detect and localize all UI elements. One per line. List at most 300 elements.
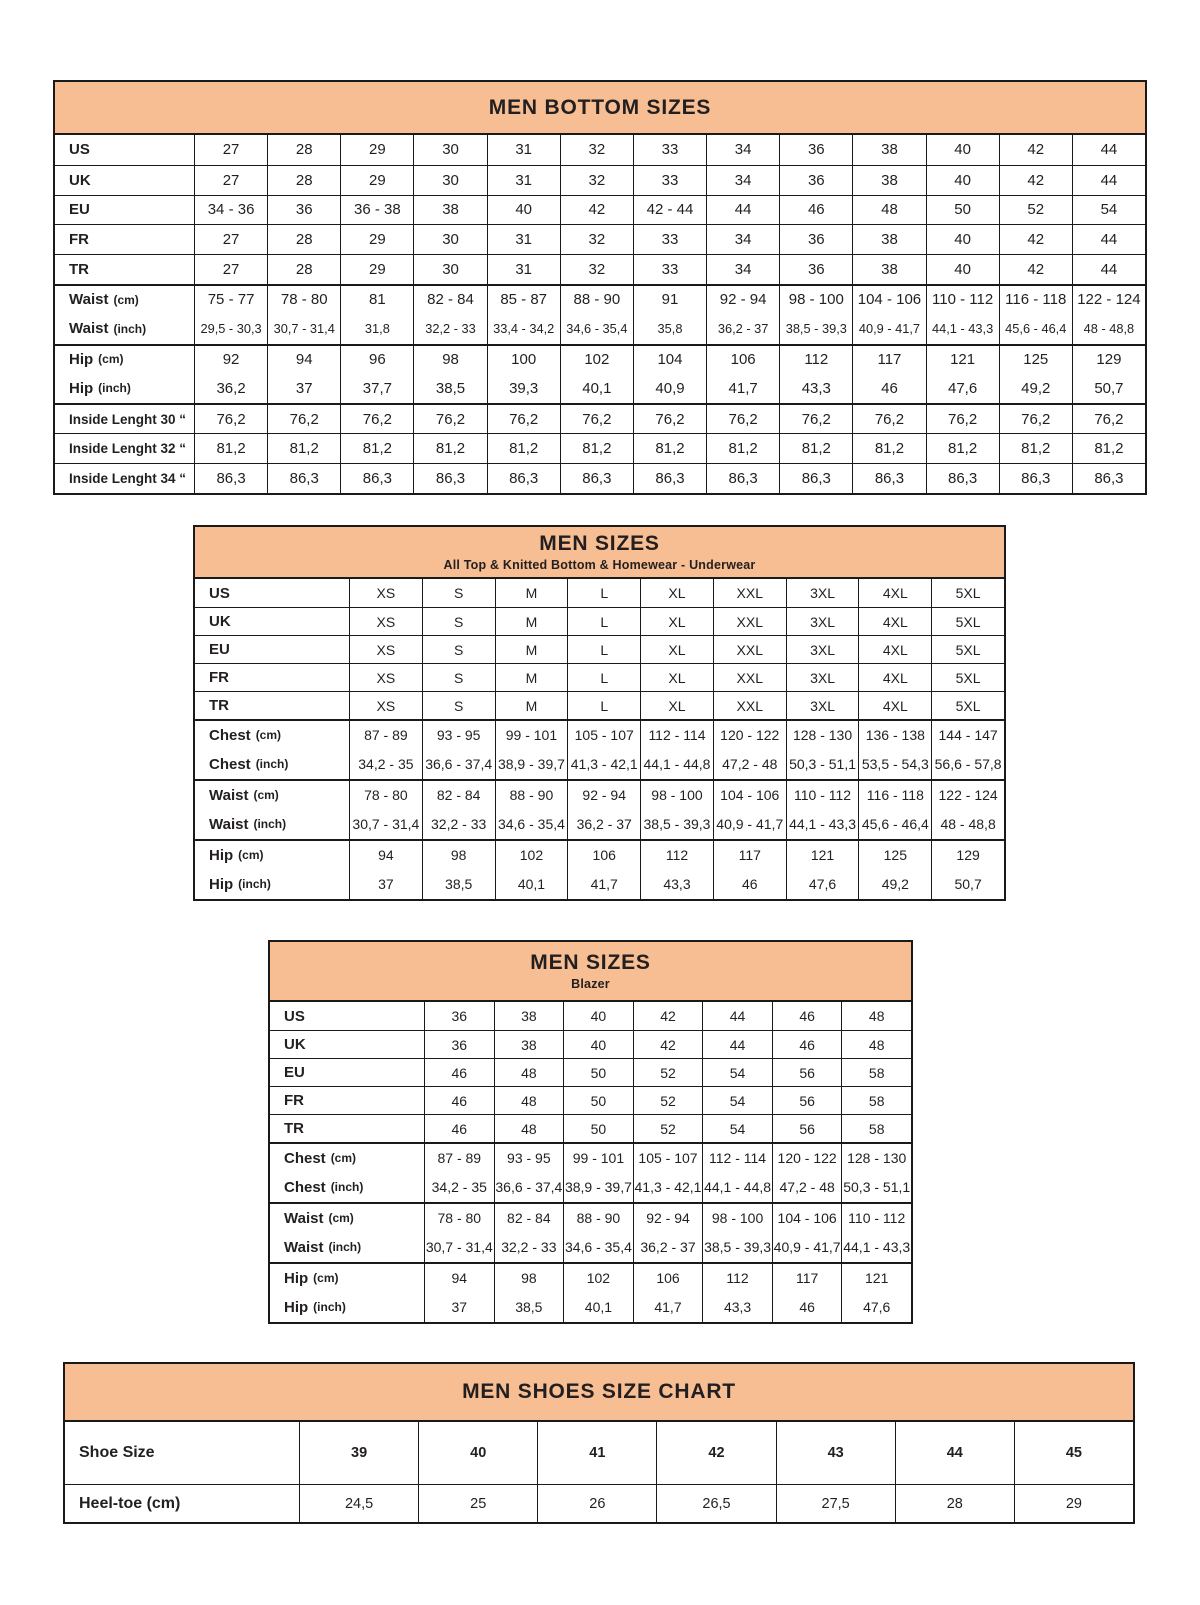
table-cell: 37,7 <box>340 373 413 403</box>
table-cell: 42 <box>999 255 1072 284</box>
table-cell: 76,2 <box>194 405 267 433</box>
table-cell: 36 <box>779 255 852 284</box>
table-cell: 46 <box>424 1115 494 1142</box>
table-cell: 38 <box>852 225 925 254</box>
table-cell: XL <box>640 664 713 691</box>
table-cell: 38 <box>494 1002 564 1030</box>
table-cell: 38,5 - 39,3 <box>702 1232 772 1262</box>
table-cell: 54 <box>702 1059 772 1086</box>
table-cell: 86,3 <box>1072 464 1145 493</box>
table-cell: 122 - 124 <box>931 781 1004 809</box>
table-cell: 36,6 - 37,4 <box>422 749 495 779</box>
table-cell: 34,2 - 35 <box>349 749 422 779</box>
table-row <box>55 135 1145 165</box>
row-label: Heel-toe (cm) <box>79 1494 181 1512</box>
table-cell: 100 <box>487 346 560 374</box>
table-cell: 32,2 - 33 <box>494 1232 564 1262</box>
table-cell: 36 - 38 <box>340 196 413 225</box>
table-row <box>55 195 1145 225</box>
table-cell: 34,6 - 35,4 <box>495 809 568 839</box>
table-cell: 28 <box>267 225 340 254</box>
row-label: Hip (inch) <box>69 379 131 397</box>
table-row <box>270 1002 911 1030</box>
row-label-unit: (inch) <box>255 757 289 771</box>
table-cell: 42 <box>656 1422 775 1484</box>
table-cell: 136 - 138 <box>858 721 931 749</box>
table-cell: 104 - 106 <box>713 781 786 809</box>
table-cell: M <box>495 608 568 635</box>
table-cell: 98 - 100 <box>702 1204 772 1232</box>
table-row <box>270 1142 911 1172</box>
table-cell: 41,7 <box>706 373 779 403</box>
table-cell: L <box>567 579 640 607</box>
table-row <box>270 1086 911 1114</box>
table-cell: 38 <box>494 1031 564 1058</box>
table-cell: 81,2 <box>926 434 999 463</box>
table-cell: 42 <box>560 196 633 225</box>
table-cell: 29 <box>340 225 413 254</box>
row-label-unit: (cm) <box>98 352 124 367</box>
table-cell: 37 <box>267 373 340 403</box>
table-header <box>55 82 1145 135</box>
table-cell: 33 <box>633 135 706 165</box>
table-row <box>195 839 1004 869</box>
row-label: Waist (cm) <box>69 291 139 309</box>
table-cell: 37 <box>349 869 422 899</box>
table-cell: 50 <box>563 1059 633 1086</box>
table-cell: 29 <box>340 255 413 284</box>
table-row <box>195 869 1004 899</box>
table-row <box>55 254 1145 284</box>
table-cell: 99 - 101 <box>495 721 568 749</box>
table-cell: 33 <box>633 225 706 254</box>
table-cell: 88 - 90 <box>563 1204 633 1232</box>
table-cell: 92 - 94 <box>633 1204 703 1232</box>
table-cell: 102 <box>560 346 633 374</box>
table-cell: 38,5 - 39,3 <box>779 314 852 344</box>
table-cell: 29 <box>340 135 413 165</box>
table-cell: 44 <box>1072 255 1145 284</box>
table-cell: 38,5 <box>494 1292 564 1322</box>
table-cell: 36 <box>424 1002 494 1030</box>
table-cell: 27 <box>194 225 267 254</box>
table-cell: 38,5 - 39,3 <box>640 809 713 839</box>
row-label: US <box>209 584 230 602</box>
table-cell: 76,2 <box>487 405 560 433</box>
table-cell: 98 - 100 <box>640 781 713 809</box>
table-cell: 4XL <box>858 692 931 719</box>
table-subtitle: All Top & Knitted Bottom & Homewear - Underwear <box>443 558 756 572</box>
table-cell: S <box>422 636 495 663</box>
table-cell: 112 <box>702 1264 772 1292</box>
table-cell: 128 - 130 <box>841 1144 911 1172</box>
table-cell: 76,2 <box>633 405 706 433</box>
table-cell: 40,1 <box>563 1292 633 1322</box>
table-cell: 32,2 - 33 <box>413 314 486 344</box>
row-label: FR <box>209 669 229 686</box>
table-cell: 48 <box>852 196 925 225</box>
table-cell: 4XL <box>858 636 931 663</box>
table-cell: 27 <box>194 255 267 284</box>
table-cell: L <box>567 608 640 635</box>
table-cell: 116 - 118 <box>999 286 1072 314</box>
row-label: Waist (inch) <box>69 320 147 338</box>
table-cell: 27 <box>194 135 267 165</box>
table-cell: 36 <box>779 166 852 195</box>
table-cell: 28 <box>895 1485 1014 1522</box>
table-cell: 44 <box>702 1031 772 1058</box>
table-cell: 44 <box>702 1002 772 1030</box>
table-cell: 44 <box>895 1422 1014 1484</box>
table-cell: 34 <box>706 255 779 284</box>
table-cell: 76,2 <box>1072 405 1145 433</box>
table-cell: 86,3 <box>340 464 413 493</box>
table-cell: 81,2 <box>413 434 486 463</box>
table-cell: 112 - 114 <box>640 721 713 749</box>
table-cell: 86,3 <box>487 464 560 493</box>
row-label-unit: (cm) <box>113 292 139 307</box>
table-cell: 81,2 <box>706 434 779 463</box>
table-cell: 86,3 <box>706 464 779 493</box>
table-cell: L <box>567 636 640 663</box>
table-cell: 81,2 <box>267 434 340 463</box>
table-cell: 36,6 - 37,4 <box>494 1172 564 1202</box>
table-cell: 40,1 <box>495 869 568 899</box>
table-cell: 42 <box>633 1002 703 1030</box>
table-cell: 82 - 84 <box>413 286 486 314</box>
table-cell: 42 <box>633 1031 703 1058</box>
table-cell: 92 - 94 <box>706 286 779 314</box>
table-cell: 81 <box>340 286 413 314</box>
table-row <box>55 284 1145 314</box>
table-row <box>55 314 1145 344</box>
table-cell: 93 - 95 <box>422 721 495 749</box>
table-cell: 76,2 <box>267 405 340 433</box>
table-cell: XXL <box>713 664 786 691</box>
table-cell: 53,5 - 54,3 <box>858 749 931 779</box>
table-cell: 86,3 <box>999 464 1072 493</box>
table-cell: 42 <box>999 225 1072 254</box>
table-cell: 31,8 <box>340 314 413 344</box>
table-cell: 91 <box>633 286 706 314</box>
table-cell: 117 <box>713 841 786 869</box>
table-row <box>65 1422 1133 1484</box>
table-cell: 44,1 - 43,3 <box>786 809 859 839</box>
table-row <box>55 403 1145 433</box>
table-row <box>195 663 1004 691</box>
table-cell: 32 <box>560 166 633 195</box>
table-cell: 29 <box>1014 1485 1133 1522</box>
table-cell: 27,5 <box>776 1485 895 1522</box>
table-cell: 81,2 <box>779 434 852 463</box>
table-cell: 87 - 89 <box>424 1144 494 1172</box>
table-cell: 26 <box>537 1485 656 1522</box>
table-row <box>270 1058 911 1086</box>
table-cell: 29,5 - 30,3 <box>194 314 267 344</box>
table-cell: 38 <box>852 255 925 284</box>
table-cell: XS <box>349 579 422 607</box>
row-label: UK <box>284 1036 306 1053</box>
table-cell: 110 - 112 <box>786 781 859 809</box>
table-cell: 110 - 112 <box>926 286 999 314</box>
table-cell: 102 <box>563 1264 633 1292</box>
table-cell: 42 <box>999 166 1072 195</box>
table-cell: 36,2 - 37 <box>633 1232 703 1262</box>
table-cell: 86,3 <box>194 464 267 493</box>
table-cell: 33 <box>633 255 706 284</box>
table-cell: 31 <box>487 255 560 284</box>
table-cell: 50,3 - 51,1 <box>786 749 859 779</box>
table-cell: 44,1 - 44,8 <box>702 1172 772 1202</box>
table-cell: 44 <box>706 196 779 225</box>
row-label-unit: (inch) <box>253 817 287 831</box>
table-cell: 41,7 <box>567 869 640 899</box>
row-label-unit: (inch) <box>113 321 147 336</box>
table-cell: 76,2 <box>706 405 779 433</box>
table-cell: 38,9 - 39,7 <box>563 1172 633 1202</box>
row-label-unit: (inch) <box>238 877 271 891</box>
row-label: Waist (cm) <box>209 786 279 804</box>
table-title: MEN SIZES <box>530 951 651 974</box>
table-cell: 86,3 <box>633 464 706 493</box>
table-cell: S <box>422 579 495 607</box>
table-cell: 44 <box>1072 225 1145 254</box>
table-cell: M <box>495 579 568 607</box>
table-cell: 38 <box>852 135 925 165</box>
table-cell: 36,2 - 37 <box>567 809 640 839</box>
table-cell: 34 <box>706 225 779 254</box>
row-label: Waist (inch) <box>209 815 287 833</box>
table-cell: 86,3 <box>779 464 852 493</box>
table-row <box>65 1484 1133 1522</box>
table-cell: 28 <box>267 166 340 195</box>
table-cell: 48 <box>494 1059 564 1086</box>
row-label: Chest (inch) <box>209 755 289 773</box>
table-cell: 40 <box>563 1031 633 1058</box>
table-cell: XXL <box>713 636 786 663</box>
table-row <box>270 1292 911 1322</box>
table-cell: 40,9 <box>633 373 706 403</box>
table-cell: 82 - 84 <box>494 1204 564 1232</box>
table-body <box>55 135 1145 493</box>
table-cell: 104 - 106 <box>852 286 925 314</box>
table-cell: 47,2 - 48 <box>772 1172 842 1202</box>
table-cell: XS <box>349 636 422 663</box>
table-cell: 129 <box>1072 346 1145 374</box>
table-cell: 46 <box>779 196 852 225</box>
table-cell: 98 <box>413 346 486 374</box>
table-cell: 40,9 - 41,7 <box>852 314 925 344</box>
table-cell: 94 <box>267 346 340 374</box>
table-cell: 49,2 <box>999 373 1072 403</box>
row-label: TR <box>284 1120 304 1137</box>
table-cell: 121 <box>926 346 999 374</box>
table-cell: 46 <box>713 869 786 899</box>
row-label-unit: (inch) <box>330 1180 364 1194</box>
table-cell: 3XL <box>786 579 859 607</box>
table-title: MEN SHOES SIZE CHART <box>462 1380 736 1403</box>
table-cell: 35,8 <box>633 314 706 344</box>
table-cell: S <box>422 608 495 635</box>
table-cell: 50,7 <box>931 869 1004 899</box>
table-cell: 32 <box>560 225 633 254</box>
table-cell: 40 <box>926 135 999 165</box>
table-cell: 82 - 84 <box>422 781 495 809</box>
table-cell: 36 <box>424 1031 494 1058</box>
table-cell: 122 - 124 <box>1072 286 1145 314</box>
table-cell: 33 <box>633 166 706 195</box>
table-cell: 129 <box>931 841 1004 869</box>
table-cell: L <box>567 664 640 691</box>
table-title: MEN BOTTOM SIZES <box>488 95 712 119</box>
row-label: Chest (cm) <box>284 1149 357 1167</box>
table-cell: 40 <box>418 1422 537 1484</box>
table-cell: 78 - 80 <box>349 781 422 809</box>
table-cell: 40,9 - 41,7 <box>713 809 786 839</box>
table-cell: 50 <box>563 1115 633 1142</box>
table-cell: 117 <box>852 346 925 374</box>
row-label: Shoe Size <box>79 1444 155 1461</box>
row-label: UK <box>69 171 91 189</box>
table-cell: 106 <box>706 346 779 374</box>
table-cell: 39 <box>299 1422 418 1484</box>
table-cell: 34,2 - 35 <box>424 1172 494 1202</box>
table-cell: 52 <box>633 1059 703 1086</box>
row-label: US <box>284 1007 305 1025</box>
row-label: Chest (inch) <box>284 1178 364 1196</box>
table-cell: 44,1 - 43,3 <box>926 314 999 344</box>
table-cell: 47,6 <box>786 869 859 899</box>
table-cell: 3XL <box>786 664 859 691</box>
table-cell: 52 <box>999 196 1072 225</box>
table-cell: 31 <box>487 166 560 195</box>
table-cell: 32,2 - 33 <box>422 809 495 839</box>
table-row <box>270 1172 911 1202</box>
table-cell: 46 <box>424 1087 494 1114</box>
table-cell: 48 <box>494 1115 564 1142</box>
row-label: Hip (cm) <box>209 846 264 864</box>
table-cell: 34 - 36 <box>194 196 267 225</box>
table-cell: 81,2 <box>487 434 560 463</box>
table-cell: 47,6 <box>926 373 999 403</box>
table-cell: 41,3 - 42,1 <box>567 749 640 779</box>
table-cell: 144 - 147 <box>931 721 1004 749</box>
table-cell: 40,1 <box>560 373 633 403</box>
row-label: Inside Lenght 30 “ <box>69 411 187 427</box>
table-cell: 104 - 106 <box>772 1204 842 1232</box>
row-label: Hip (cm) <box>69 350 124 368</box>
row-label: Inside Lenght 34 “ <box>69 470 187 486</box>
table-header <box>270 942 911 1002</box>
table-cell: 24,5 <box>299 1485 418 1522</box>
table-cell: 98 <box>422 841 495 869</box>
table-cell: 41 <box>537 1422 656 1484</box>
table-cell: 54 <box>702 1087 772 1114</box>
table-cell: 120 - 122 <box>713 721 786 749</box>
table-cell: 105 - 107 <box>567 721 640 749</box>
table-cell: 44,1 - 43,3 <box>841 1232 911 1262</box>
table-cell: 28 <box>267 135 340 165</box>
table-cell: 112 <box>640 841 713 869</box>
men-shoes-size-chart-table <box>63 1362 1135 1524</box>
table-cell: 31 <box>487 135 560 165</box>
table-cell: 54 <box>1072 196 1145 225</box>
table-cell: 4XL <box>858 579 931 607</box>
table-cell: 56,6 - 57,8 <box>931 749 1004 779</box>
table-cell: 27 <box>194 166 267 195</box>
table-cell: 40 <box>563 1002 633 1030</box>
table-cell: 125 <box>858 841 931 869</box>
table-cell: 5XL <box>931 608 1004 635</box>
table-cell: 86,3 <box>852 464 925 493</box>
table-cell: L <box>567 692 640 719</box>
table-cell: 41,3 - 42,1 <box>633 1172 703 1202</box>
table-cell: XL <box>640 579 713 607</box>
table-cell: M <box>495 664 568 691</box>
table-cell: 33,4 - 34,2 <box>487 314 560 344</box>
table-cell: 34 <box>706 166 779 195</box>
table-cell: 38,5 <box>422 869 495 899</box>
table-cell: 48 <box>841 1002 911 1030</box>
row-label: TR <box>209 697 229 714</box>
table-cell: 25 <box>418 1485 537 1522</box>
table-row <box>55 344 1145 374</box>
table-cell: 30 <box>413 225 486 254</box>
table-row <box>270 1202 911 1232</box>
table-cell: 43,3 <box>640 869 713 899</box>
table-cell: 42 - 44 <box>633 196 706 225</box>
table-cell: 58 <box>841 1087 911 1114</box>
table-cell: 94 <box>349 841 422 869</box>
table-cell: 40 <box>926 166 999 195</box>
table-cell: 43 <box>776 1422 895 1484</box>
table-cell: 48 - 48,8 <box>1072 314 1145 344</box>
table-cell: 88 - 90 <box>560 286 633 314</box>
table-row <box>55 433 1145 463</box>
men-bottom-sizes-table <box>53 80 1147 495</box>
table-cell: 50 <box>926 196 999 225</box>
table-cell: 45,6 - 46,4 <box>999 314 1072 344</box>
table-title: MEN SIZES <box>539 532 660 555</box>
table-cell: 85 - 87 <box>487 286 560 314</box>
table-cell: XL <box>640 692 713 719</box>
table-cell: XL <box>640 636 713 663</box>
table-cell: 37 <box>424 1292 494 1322</box>
table-cell: 38,9 - 39,7 <box>495 749 568 779</box>
table-cell: 49,2 <box>858 869 931 899</box>
table-cell: 46 <box>852 373 925 403</box>
table-cell: 76,2 <box>852 405 925 433</box>
table-cell: 30,7 - 31,4 <box>349 809 422 839</box>
table-cell: 92 <box>194 346 267 374</box>
row-label-unit: (cm) <box>328 1211 354 1225</box>
table-cell: 105 - 107 <box>633 1144 703 1172</box>
table-cell: 121 <box>841 1264 911 1292</box>
row-label: EU <box>284 1064 305 1081</box>
table-cell: 3XL <box>786 692 859 719</box>
table-cell: 48 <box>841 1031 911 1058</box>
table-cell: 56 <box>772 1115 842 1142</box>
table-cell: 5XL <box>931 692 1004 719</box>
table-cell: 34,6 - 35,4 <box>560 314 633 344</box>
table-cell: 46 <box>424 1059 494 1086</box>
table-cell: 40 <box>926 255 999 284</box>
table-cell: 96 <box>340 346 413 374</box>
table-row <box>270 1030 911 1058</box>
table-cell: 44,1 - 44,8 <box>640 749 713 779</box>
table-cell: 48 - 48,8 <box>931 809 1004 839</box>
table-header <box>195 527 1004 579</box>
